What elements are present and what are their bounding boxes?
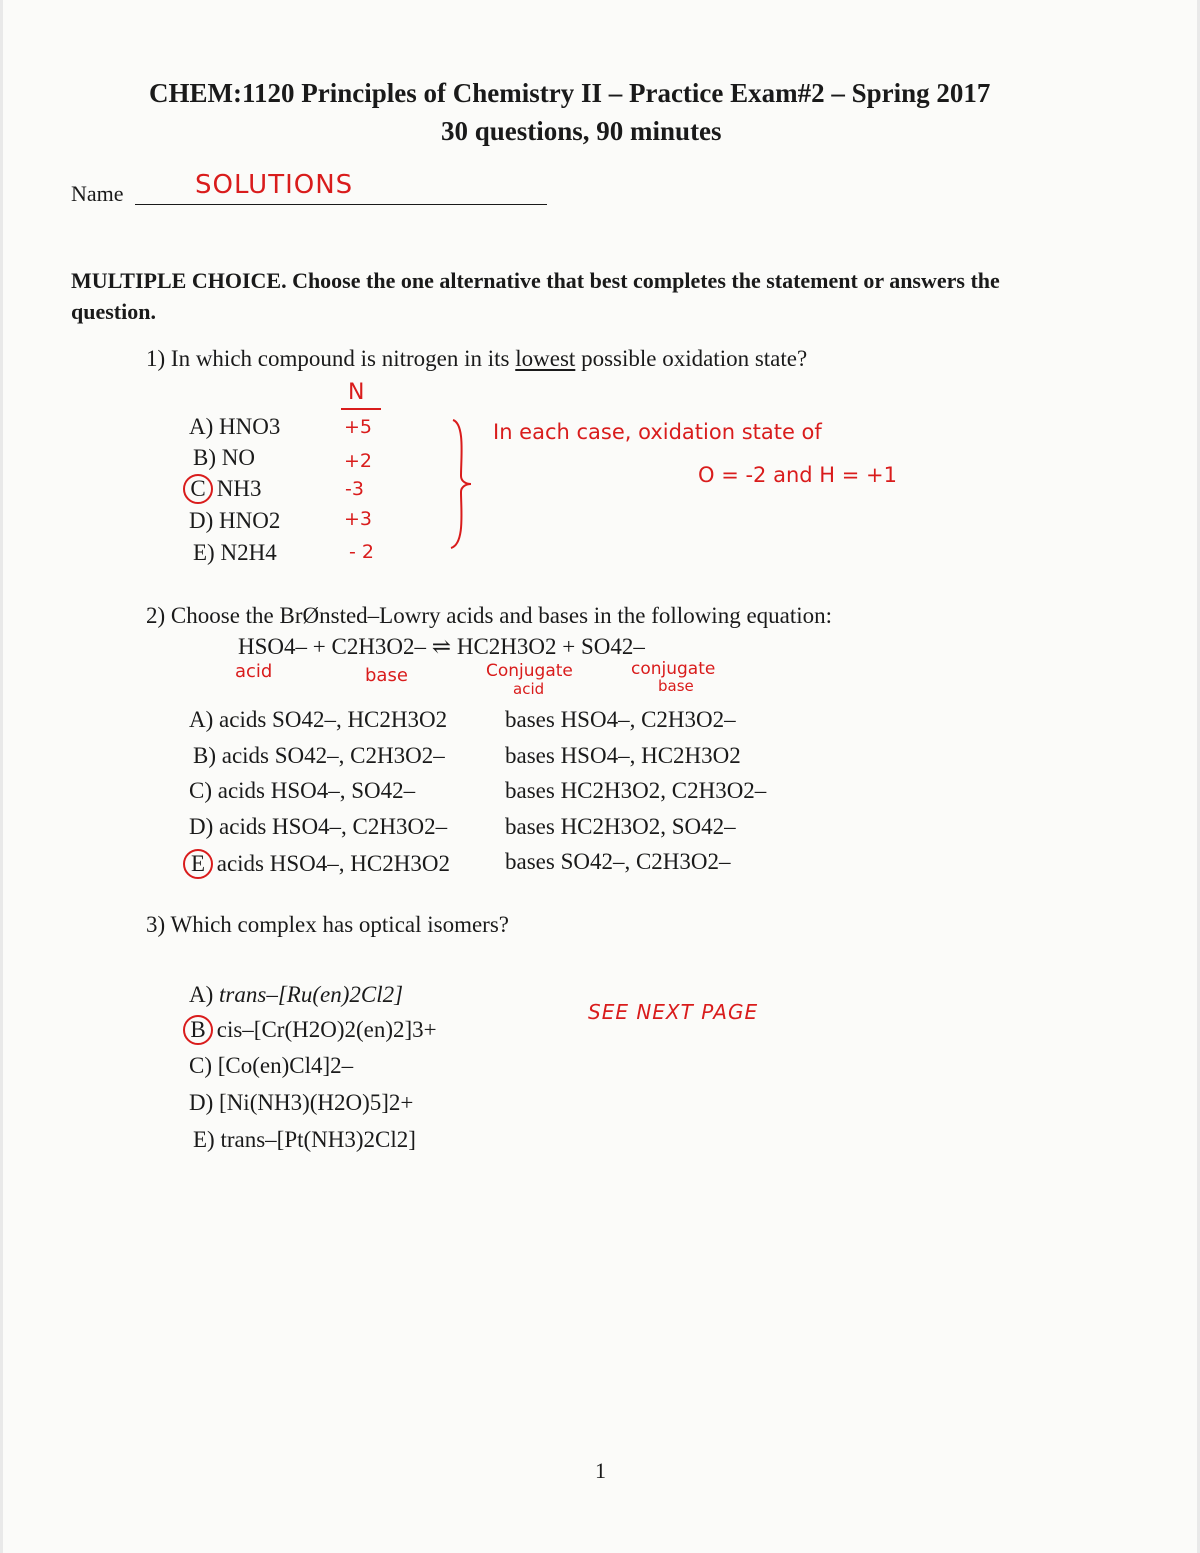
question-3: 3) Which complex has optical isomers?	[146, 912, 510, 937]
exam-page	[3, 0, 1197, 1553]
equation-right: HC2H3O2 + SO42–	[456, 634, 645, 659]
q2-choice-d[interactable]: D) acids HSO4–, C2H3O2–	[189, 814, 448, 839]
q1-choice-d[interactable]: D) HNO2	[189, 508, 281, 533]
label-acid: acid	[235, 661, 273, 682]
q2-choice-d-bases: bases HC2H3O2, SO42–	[505, 814, 736, 839]
label-conjugate-base-2: base	[658, 677, 694, 695]
q1-choice-c[interactable]: C NH3	[189, 474, 261, 504]
q1-ox-c: -3	[345, 478, 364, 500]
q3-choice-b[interactable]: B cis–[Cr(H2O)2(en)2]3+	[189, 1015, 437, 1045]
selected-answer-circle: E	[183, 849, 213, 879]
equation-left: HSO4– + C2H3O2–	[238, 634, 427, 659]
q1-note-line2: O = -2 and H = +1	[698, 463, 897, 487]
q1-choice-e[interactable]: E) N2H4	[193, 540, 277, 565]
q2-choice-c-bases: bases HC2H3O2, C2H3O2–	[505, 778, 767, 803]
exam-title: CHEM:1120 Principles of Chemistry II – Practice Exam#2 – Spring 2017	[149, 78, 991, 108]
q1-ox-e: - 2	[349, 541, 374, 563]
equilibrium-arrow-icon: ⇌	[431, 634, 452, 659]
q1-emphasis: lowest	[515, 346, 576, 371]
q1-suffix: possible oxidation state?	[575, 346, 808, 371]
q1-ox-a: +5	[344, 416, 373, 438]
q1-choice-b[interactable]: B) NO	[193, 445, 255, 470]
q1-choice-a[interactable]: A) HNO3	[189, 414, 281, 439]
label-conjugate-acid-1: Conjugate	[486, 661, 573, 681]
see-next-page-note: SEE NEXT PAGE	[588, 1000, 759, 1024]
question-2: 2) Choose the BrØnsted–Lowry acids and bases in the following equation:	[146, 603, 833, 628]
q2-equation	[238, 634, 645, 660]
q3-choice-d[interactable]: D) [Ni(NH3)(H2O)5]2+	[189, 1090, 414, 1115]
exam-subtitle: 30 questions, 90 minutes	[441, 116, 722, 146]
q2-choice-e-bases: bases SO42–, C2H3O2–	[505, 849, 731, 874]
q2-choice-a-bases: bases HSO4–, C2H3O2–	[505, 707, 736, 732]
instructions-line1: MULTIPLE CHOICE. Choose the one alternative that best completes the statement or answers the	[71, 268, 1000, 293]
label-conjugate-base-1: conjugate	[631, 659, 716, 679]
q1-column-rule	[341, 408, 381, 410]
question-1	[146, 346, 807, 372]
q1-ox-d: +3	[344, 508, 373, 530]
selected-answer-circle: B	[183, 1015, 213, 1045]
q3-choice-c[interactable]: C) [Co(en)Cl4]2–	[189, 1053, 354, 1078]
name-label: Name	[71, 181, 124, 206]
q3-choice-e[interactable]: E) trans–[Pt(NH3)2Cl2]	[193, 1127, 416, 1152]
q1-prefix: 1) In which compound is nitrogen in its	[146, 346, 516, 371]
page-number: 1	[595, 1458, 606, 1483]
name-value: SOLUTIONS	[195, 170, 354, 200]
q1-ox-b: +2	[344, 450, 373, 472]
label-base: base	[365, 665, 408, 686]
selected-answer-circle: C	[183, 474, 213, 504]
q2-choice-c[interactable]: C) acids HSO4–, SO42–	[189, 778, 416, 803]
q1-note-line1: In each case, oxidation state of	[493, 420, 822, 444]
q1-column-head: N	[348, 380, 365, 405]
q2-choice-b-bases: bases HSO4–, HC2H3O2	[505, 743, 741, 768]
q2-choice-a[interactable]: A) acids SO42–, HC2H3O2	[189, 707, 448, 732]
q2-choice-e[interactable]: E acids HSO4–, HC2H3O2	[189, 849, 450, 879]
q3-choice-a[interactable]: A) trans–[Ru(en)2Cl2]	[189, 982, 404, 1007]
name-line	[135, 204, 547, 205]
instructions-line2: question.	[71, 299, 156, 324]
q1-curly-brace	[445, 418, 475, 550]
label-conjugate-acid-2: acid	[513, 680, 545, 698]
q2-choice-b[interactable]: B) acids SO42–, C2H3O2–	[193, 743, 445, 768]
